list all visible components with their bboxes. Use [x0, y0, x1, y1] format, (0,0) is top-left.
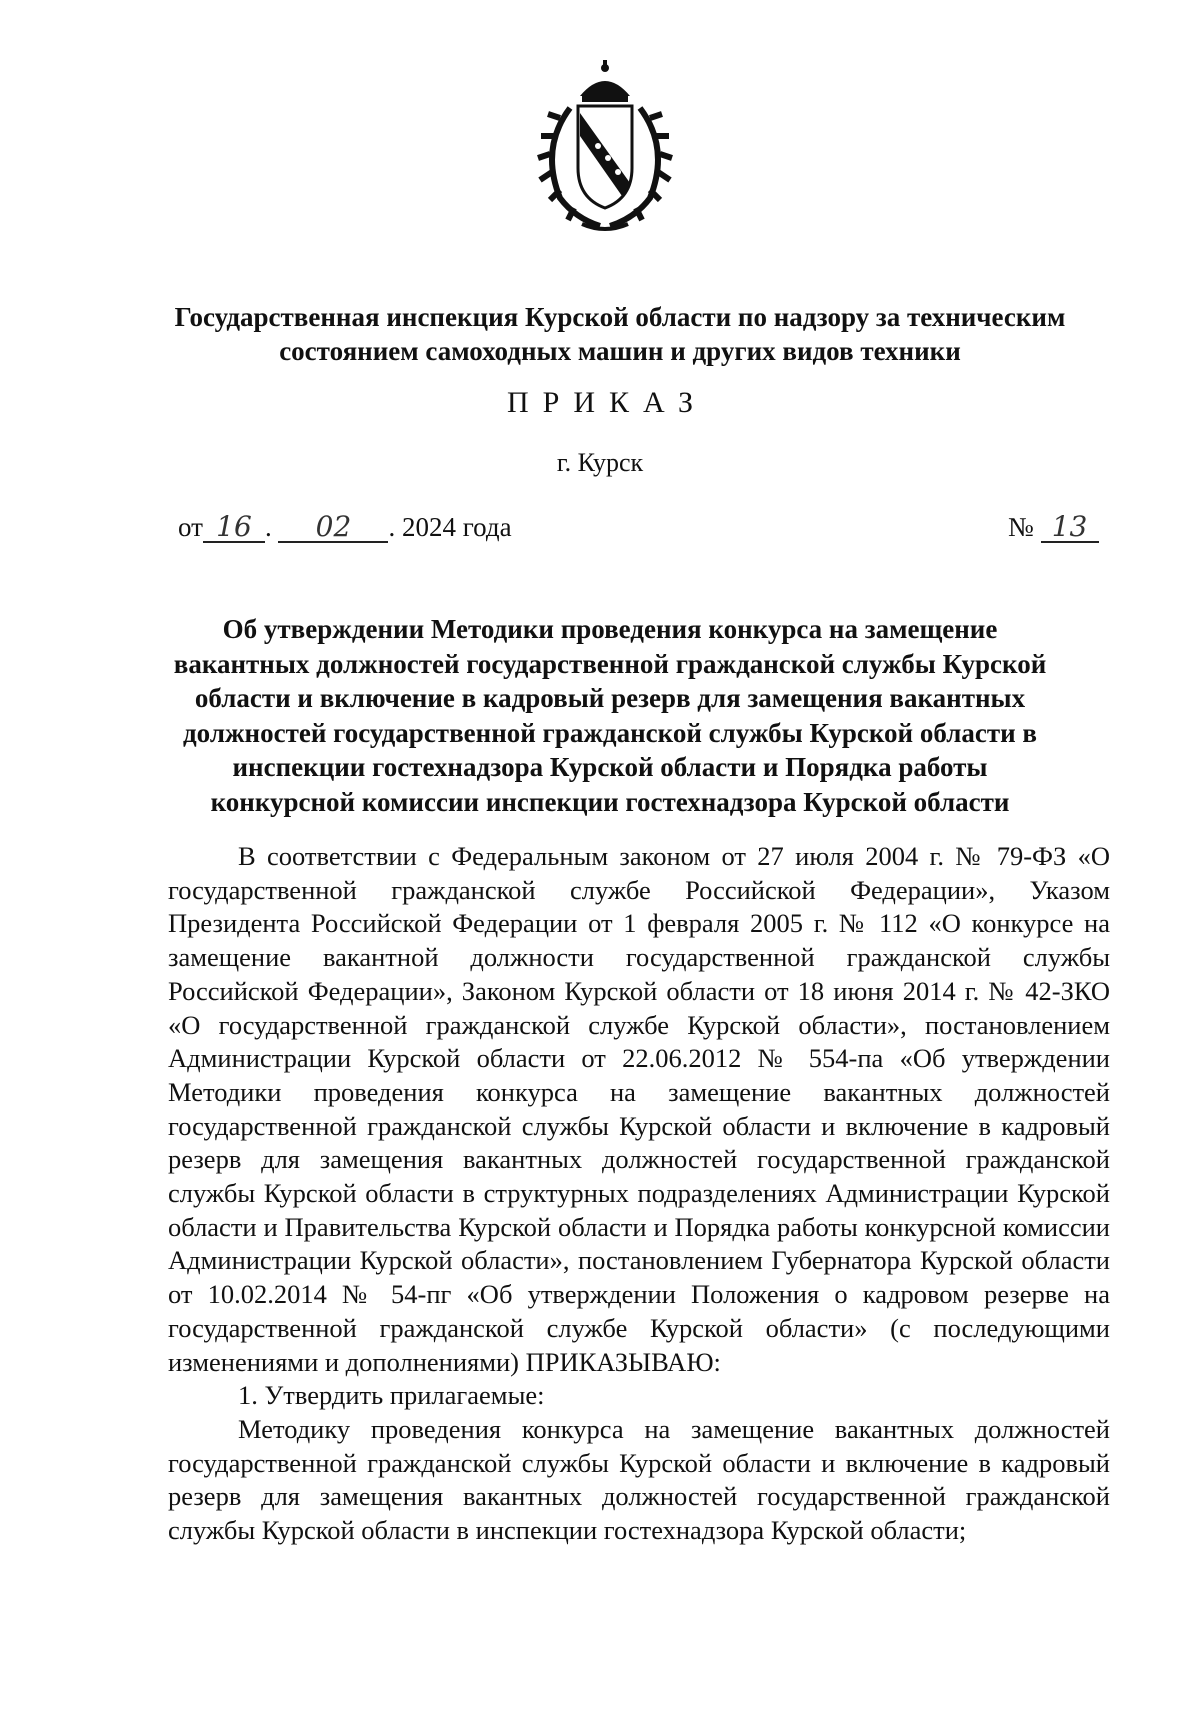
- organization-title-line-2: состоянием самоходных машин и других видов техники: [279, 336, 961, 366]
- subject-line: конкурсной комиссии инспекции гостехнадзора Курской области: [210, 786, 1010, 817]
- subject-line: области и включение в кадровый резерв для замещения вакантных: [194, 683, 1026, 713]
- date-year: . 2024 года: [388, 512, 512, 542]
- order-heading: ПРИКАЗ: [507, 386, 707, 419]
- city: г. Курск: [556, 448, 644, 477]
- date-month-handwritten: 02: [278, 513, 388, 543]
- subject-line: Об утверждении Методики проведения конкурса на замещение: [222, 614, 998, 644]
- subject-line: инспекции гостехнадзора Курской области и Порядка работы: [232, 752, 988, 782]
- order-date: от 16 . 02 . 2024 года: [178, 510, 512, 543]
- date-prefix: от: [178, 512, 203, 542]
- subject-line: должностей государственной гражданской службы Курской области в: [183, 717, 1037, 748]
- date-day-handwritten: 16: [203, 513, 265, 543]
- coat-of-arms-icon: [530, 58, 680, 238]
- organization-title: [120, 300, 1120, 368]
- item-1-heading: 1. Утвердить прилагаемые:: [238, 1380, 545, 1411]
- number-prefix: №: [1008, 512, 1034, 542]
- order-number: [1008, 512, 1099, 543]
- preamble-paragraph: В соответствии с Федеральным законом от 27 июля 2004 г. № 79-ФЗ «О государственной гражданской службе Российской Федерации», Указом Президента Российской Федерации от 1 февраля 2005 г. № 112 «О конкурсе на замещение вакантной должности государственной гражданской службы Российской Федерации», Законом Курской области от 18 июня 2014 г. № 42-ЗКО «О государственной гражданской службе Курской области», постановлением Администрации Курской области от 22.06.2012 № 554-па «Об утверждении Методики проведения конкурса на замещение вакантных должностей государственной гражданской службы Курской области и включение в кадровый резерв для замещения вакантных должностей государственной гражданской службы Курской области в структурных подразделениях Администрации Курской области и Правительства Курской области и Порядка работы конкурсной комиссии Администрации Курской области», постановлением Губернатора Курской области от 10.02.2014 № 54-пг «Об утверждении Положения о кадровом резерве на государственной гражданской службе Курской области» (с последующими изменениями и дополнениями) ПРИКАЗЫВАЮ:: [168, 841, 1110, 1377]
- order-body: [168, 840, 1110, 1548]
- number-handwritten: 13: [1041, 513, 1099, 543]
- order-subject: [150, 612, 1070, 819]
- organization-title-line-1: Государственная инспекция Курской области по надзору за техническим: [174, 302, 1066, 332]
- subject-line: вакантных должностей государственной гражданской службы Курской: [173, 648, 1047, 679]
- item-1-text: Методику проведения конкурса на замещение вакантных должностей государственной гражданской службы Курской области и включение в кадровый резерв для замещения вакантных должностей государственной гражданской службы Курской области в инспекции гостехнадзора Курской области;: [168, 1413, 1110, 1546]
